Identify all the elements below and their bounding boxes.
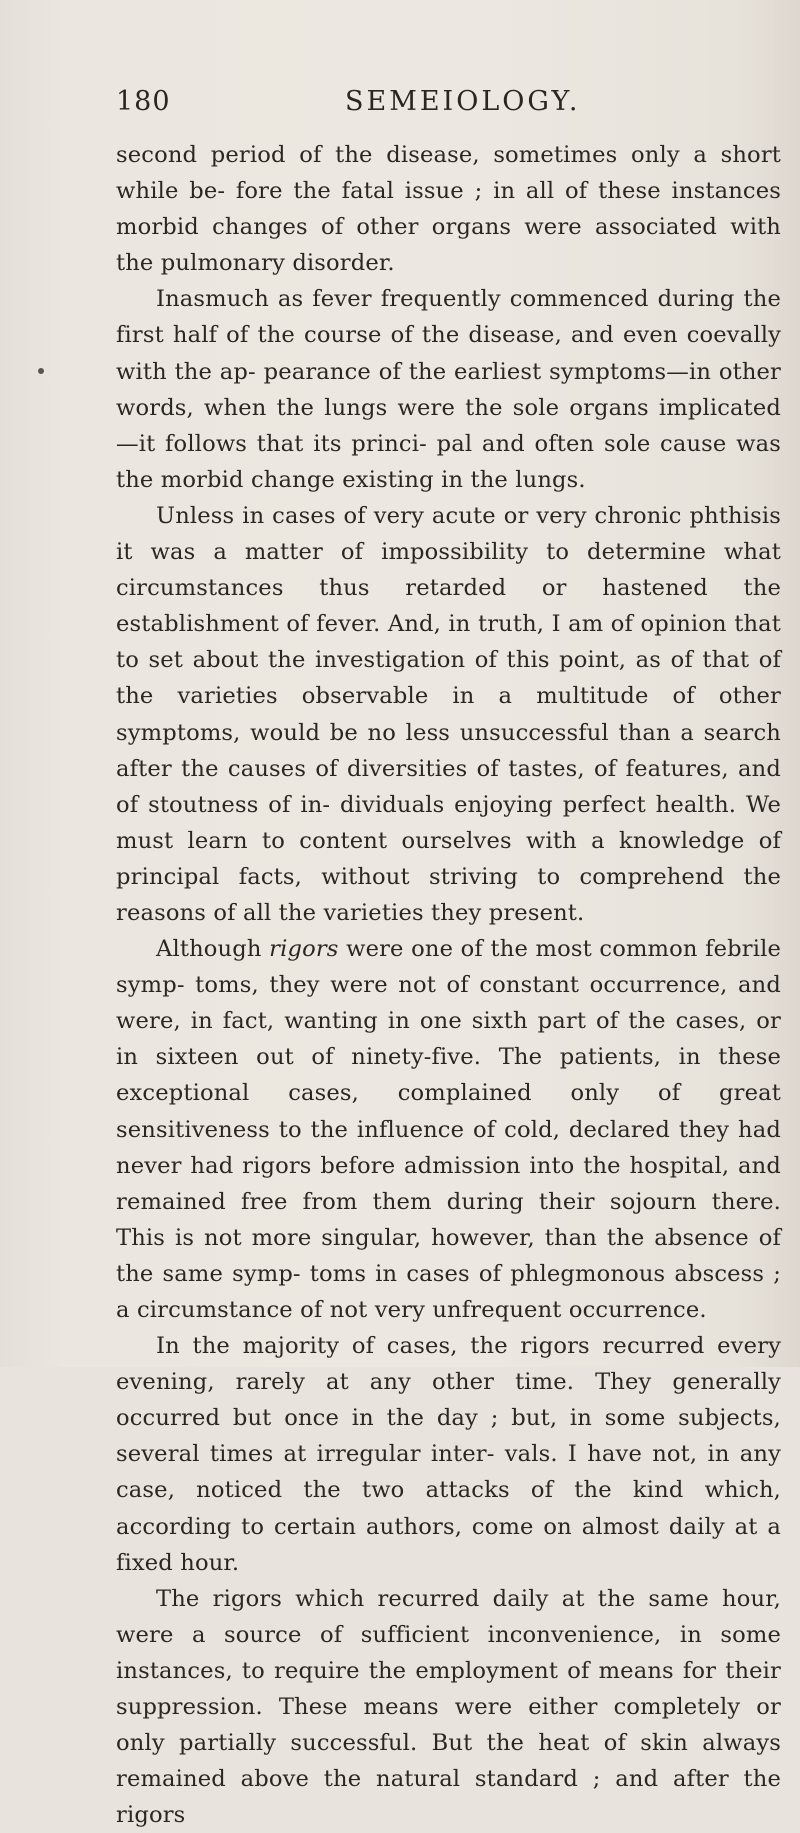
margin-mark bbox=[38, 368, 44, 374]
paragraph-rigors bbox=[116, 931, 781, 1328]
page-header bbox=[116, 86, 746, 120]
paragraph-rigors-recurrence: In the majority of cases, the rigors recurred every evening, rarely at any other time. They generally occurred but once in the day ; but, in some subjects, several times at irregular inter- vals. I have not, in any case, noticed the two attacks of the kind which, according to certain authors, come on almost daily at a fixed hour. bbox=[116, 1333, 781, 1576]
paragraph-fever-onset: Inasmuch as fever frequently commenced during the first half of the course of the disease, and even coevally with the ap- pearance of the earliest symptoms—in other words, when the lungs were the sole organs implicated—it follows that its princi- pal and often sole cause was the morbid change existing in the lungs. bbox=[116, 286, 781, 493]
rigors-body-text: were one of the most common febrile symp- toms, they were not of constant occurrence, and were, in fact, wanting in one sixth part of the cases, or in sixteen out of ninety-five. The patients, in these exceptional cases, complained only of great sensitiveness to the influence of cold, declared they had never had rigors before admission into the hospital, and remained free from them during their sojourn there. This is not more singular, however, than the absence of the same symp- toms in cases of phlegmonous abscess ; a circumstance of not very unfrequent occurrence. bbox=[116, 936, 782, 1323]
running-head: SEMEIOLOGY. bbox=[345, 86, 581, 117]
body-text bbox=[116, 137, 781, 1833]
rigors-emphasis: rigors bbox=[269, 936, 339, 963]
page-number: 180 bbox=[116, 86, 171, 117]
paragraph-acute-chronic: Unless in cases of very acute or very chronic phthisis it was a matter of impossibility to determine what circumstances thus retarded or hastened the establishment of fever. And, in truth, I am of opinion that to set about the investigation of this point, as of that of the varieties observable in a multitude of other symptoms, would be no less unsuccessful than a search after the causes of diversities of tastes, of features, and of stoutness of in- dividuals enjoying perfect health. We must learn to content ourselves with a knowledge of principal facts, without striving to comprehend the reasons of all the varieties they present. bbox=[116, 502, 781, 926]
paragraph-continued: second period of the disease, sometimes only a short while be- fore the fatal issue ; in all of these instances morbid changes of other organs were associated with the pulmonary disorder. bbox=[116, 142, 781, 277]
paragraph-rigors-suppression: The rigors which recurred daily at the same hour, were a source of sufficient inconvenience, in some instances, to require the employment of means for their suppression. These means were either completely or only partially successful. But the heat of skin always remained above the natural standard ; and after the rigors bbox=[116, 1585, 781, 1829]
rigors-intro-text: Although bbox=[156, 936, 270, 963]
